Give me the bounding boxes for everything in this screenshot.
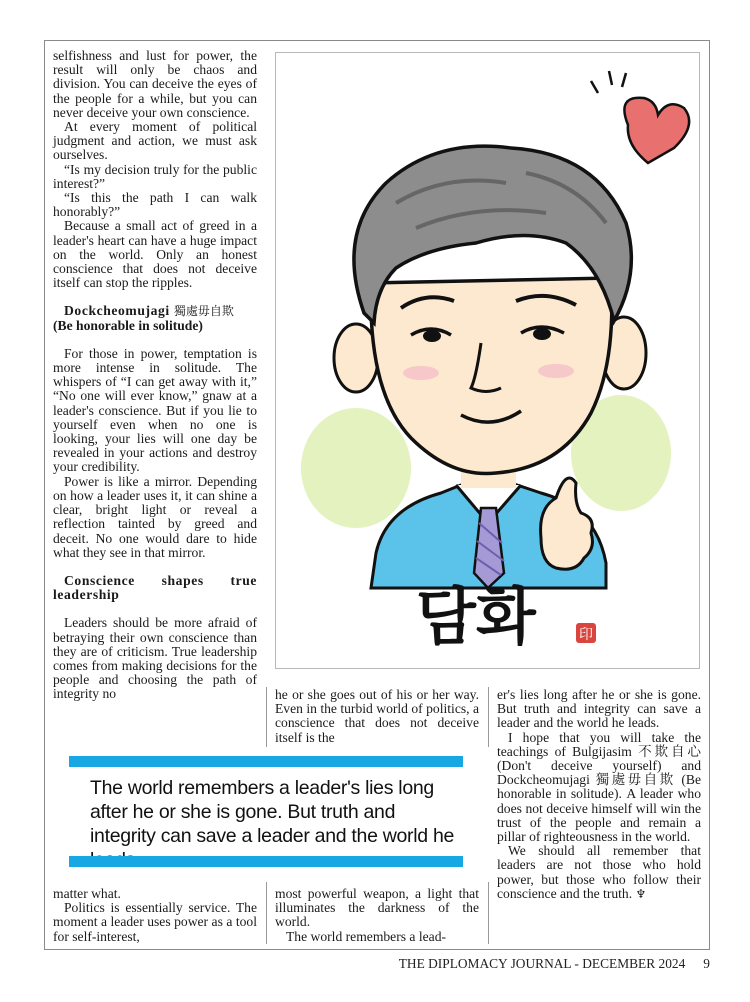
page-number: 9 <box>703 956 710 971</box>
article-column-2 <box>275 688 479 745</box>
paragraph: “Is this the path I can walk honorably?” <box>53 190 257 220</box>
pull-quote-top-bar <box>69 756 463 767</box>
page-footer <box>399 956 710 972</box>
end-mark-icon: ♆ <box>635 886 647 901</box>
seal-text: 印 <box>579 627 593 643</box>
section-heading-conscience: Conscience shapes true leadership <box>53 572 257 603</box>
left-eye <box>423 330 441 342</box>
pull-quote: The world remembers a leader's lies long after he or she is gone. But truth and integrity can save a leader and the world he <box>90 777 455 847</box>
heading-title: Dockcheomujagi <box>64 303 170 319</box>
heart-sparkle-lines <box>591 71 626 93</box>
column-rule-right-bottom <box>488 882 489 944</box>
column-rule-right <box>488 687 489 747</box>
heading-subtitle: (Be honorable in solitude) <box>53 317 203 333</box>
paragraph: matter what. <box>53 886 121 901</box>
caricature-illustration <box>275 52 700 669</box>
right-eye <box>533 328 551 340</box>
paragraph: The world remembers a lead- <box>286 928 447 944</box>
column-rule-left-bottom <box>266 882 267 944</box>
column-rule-left <box>266 687 267 747</box>
paragraph: er's lies long after he or she is gone. But truth and integrity can save a leader and the world he leads. <box>497 687 701 731</box>
paragraph: Power is like a mirror. Depending on how a leader uses it, it can shine a clear, bright light or reveal a reflection tainted by greed and deceit. No one would dare to hide what they see in that mirror. <box>53 473 257 560</box>
paragraph: I hope that you will take the teachings of Bulgijasim 不欺自心 (Don't deceive yourself) and Dockcheomujagi 獨處毋自欺 (Be honorable in solitude). A leader who does not deceive himself will win the trust of the people and remain a pillar of righteousness in the world. <box>497 729 701 845</box>
watercolor-wash-left <box>301 408 411 528</box>
paragraph: most powerful weapon, a light that illuminates the darkness of the world. <box>275 886 479 930</box>
paragraph: he or she goes out of his or her way. Even in the turbid world of politics, a conscience that does not deceive itself is the <box>275 687 479 745</box>
heart-icon <box>624 98 689 163</box>
publication-name: THE DIPLOMACY JOURNAL - DECEMBER 2024 <box>398 956 686 971</box>
paragraph: selfishness and lust for power, the result will only be chaos and division. You can deceive the eyes of the people for a while, but you can never deceive your own conscience. <box>53 48 257 120</box>
paragraph <box>497 844 701 901</box>
paragraph-text: We should all remember that leaders are not those who hold power, but those who follow their conscience and the truth. <box>497 843 701 901</box>
paragraph: Because a small act of greed in a leader's heart can have a huge impact on the world. Only an honest conscience that does not deceive itself can stop the ripples. <box>53 218 257 291</box>
left-cheek <box>403 366 439 380</box>
paragraph: At every moment of political judgment and action, we must ask ourselves. <box>53 119 257 163</box>
paragraph: “Is my decision truly for the public interest?” <box>53 161 257 191</box>
article-column-1-bottom <box>53 887 257 944</box>
paragraph: Politics is essentially service. The moment a leader uses power as a tool for self-interest, <box>53 900 257 944</box>
paragraph: For those in power, temptation is more intense in solitude. The whispers of “I can get away with it,” “No one will ever know,” gnaw at a leader's conscience. But if you lie to yourself even when no one is looking, your lies will one day be revealed in your actions and destroy your credibility. <box>53 345 257 475</box>
article-column-1 <box>53 49 257 702</box>
article-column-2-bottom <box>275 887 479 944</box>
paragraph: Leaders should be more afraid of betraying their own conscience than they are of criticism. True leadership comes from making decisions for the people and choosing the path of integrity no <box>53 615 257 702</box>
caricature-drawing <box>276 53 700 669</box>
article-column-3 <box>497 688 701 901</box>
calligraphy-caption: 담화 <box>416 580 536 653</box>
pull-quote-bottom-bar <box>69 856 463 867</box>
heading-hanja: 獨處毋自欺 <box>173 304 234 319</box>
right-cheek <box>538 364 574 378</box>
section-heading-dockcheomujagi <box>53 304 257 332</box>
